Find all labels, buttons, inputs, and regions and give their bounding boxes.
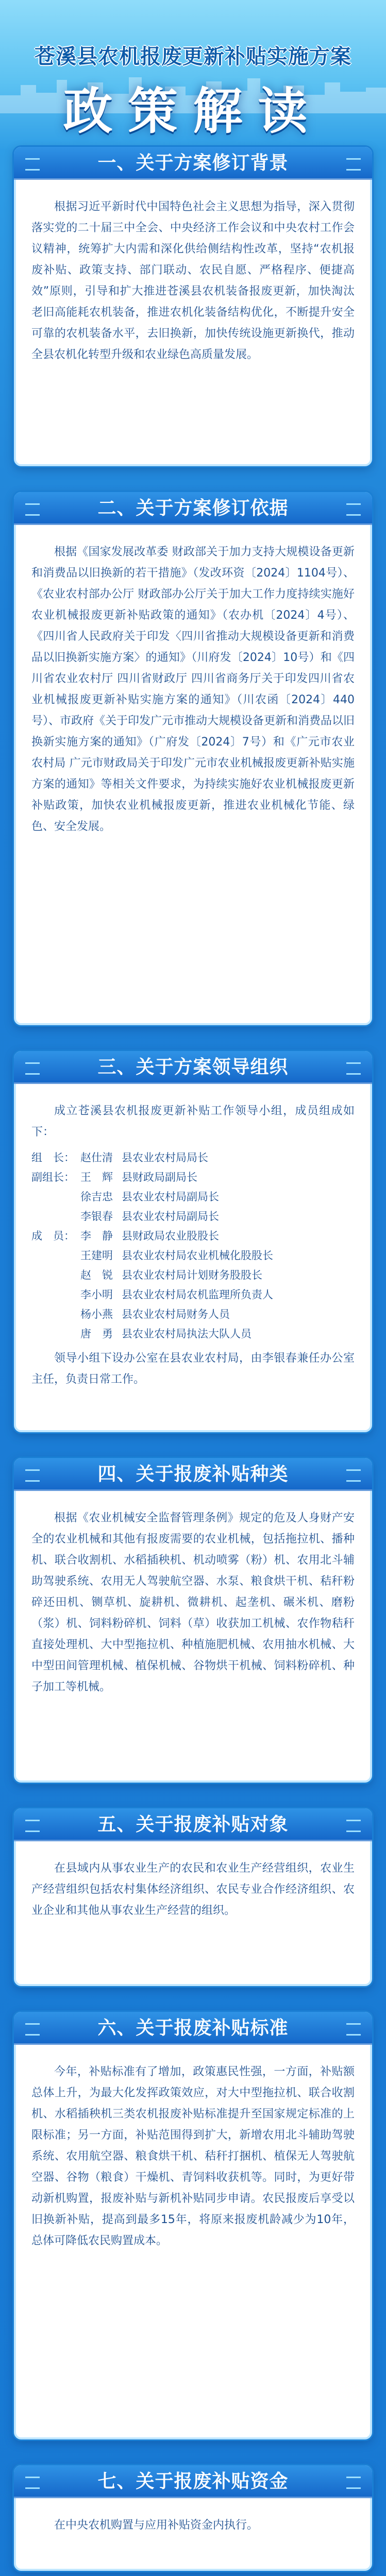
member-role: 组 长： [31, 1151, 75, 1164]
member-title: 县财政局农业股股长 [122, 1230, 219, 1242]
section-header-bar [14, 2012, 372, 2045]
section-header-bar [14, 147, 372, 180]
member-name: 唐 勇 [80, 1328, 113, 1340]
member-role [31, 1304, 80, 1324]
section-header-bar [14, 1458, 372, 1491]
member-title: 县农业农村局农机监理所负责人 [122, 1289, 273, 1301]
member-role: 成 员： [31, 1230, 75, 1242]
member-name: 李小明 [80, 1289, 113, 1301]
section-title: 四、关于报废补贴种类 [97, 1464, 289, 1485]
members-note: 领导小组下设办公室在县农业农村局，由李银春兼任办公室主任，负责日常工作。 [31, 1352, 355, 1386]
member-title: 县农业农村局局长 [122, 1151, 208, 1164]
section-body [31, 1100, 355, 1390]
section-title: 一、关于方案修订背景 [97, 152, 289, 174]
section-body [31, 1858, 355, 1921]
section-paragraph: 在县域内从事农业生产的农民和农业生产经营组织，农业生产经营组织包括农村集体经济组织、农民专业合作经济组织、农业企业和其他从事农业生产经营的组织。 [31, 1862, 355, 1917]
section-card-subsidy-types [14, 1458, 372, 1783]
member-role [31, 1285, 80, 1304]
section-title: 七、关于报废补贴资金 [97, 2471, 289, 2492]
section-paragraph: 根据《农业机械安全监督管理条例》规定的危及人身财产安全的农业机械和其他有报废需要的农业机械，包括拖拉机、播种机、联合收割机、水稻插秧机、机动喷雾（粉）机、农用北斗辅助驾驶系统、农用无人驾驶航空器、水泵、粮食烘干机、秸秆粉碎还田机、铡草机、旋耕机、微耕机、起垄机、碾米机、磨粉（浆）机、饲料粉碎机、饲料（草）收获加工机械、农作物秸秆直接处理机、大中型拖拉机、种植施肥机械、农用抽水机械、大中型田间管理机械、植保机械、谷物烘干机械、饲料粉碎机、种子加工等机械。 [31, 1512, 355, 1693]
member-title: 县农业农村局副局长 [122, 1210, 219, 1223]
member-name: 赵仕清 [80, 1151, 113, 1164]
member-row [31, 1324, 355, 1344]
member-row [31, 1226, 355, 1246]
member-title: 县农业农村局农业机械化股股长 [122, 1249, 273, 1262]
section-header-bar [14, 2465, 372, 2498]
section-title: 五、关于报废补贴对象 [97, 1814, 289, 1835]
member-list [31, 1148, 355, 1344]
section-body [31, 196, 355, 365]
section-body [31, 2061, 355, 2251]
section-card-background [14, 147, 372, 466]
member-role [31, 1207, 80, 1226]
member-title: 县农业农村局执法大队人员 [122, 1328, 251, 1340]
member-row [31, 1187, 355, 1207]
member-row [31, 1265, 355, 1285]
member-name: 王 辉 [80, 1171, 113, 1183]
page-header [0, 0, 386, 149]
member-row [31, 1167, 355, 1187]
member-name: 徐吉忠 [80, 1191, 113, 1203]
section-card-subsidy-target [14, 1808, 372, 1986]
member-title: 县农业农村局副局长 [122, 1191, 219, 1203]
section-title: 二、关于方案修订依据 [97, 498, 289, 519]
section-paragraph: 根据《国家发展改革委 财政部关于加力支持大规模设备更新和消费品以旧换新的若干措施》（发改环资〔2024〕1104号）、《农业农村部办公厅 财政部办公厅关于加大工作力度持续实施好农业机械报废更新补贴政策的通知》（农办机〔2024〕4号）、《四川省人民政府关于印发〈四川省推动大规模设备更新和消费品以旧换新实施方案〉的通知》（川府发〔2024〕10号）和《四川省农业农村厅 四川省财政厅 四川省商务厅关于印发四川省农业机械报废更新补贴实施方案的通知》（川农函〔2024〕440号）、市政府《关于印发广元市推动大规模设备更新和消费品以旧换新实施方案的通知》（广府发〔2024〕7号）和《广元市农业农村局 广元市财政局关于印发广元市农业机械报废更新补贴实施方案的通知》等相关文件要求，为持续实施好农业机械报废更新补贴政策，加快农业机械报废更新，推进农业机械化节能、绿色、安全发展。 [31, 546, 355, 833]
member-row [31, 1207, 355, 1226]
section-card-subsidy-standard [14, 2012, 372, 2439]
member-row [31, 1304, 355, 1324]
member-title: 县农业农村局计划财务股股长 [122, 1269, 262, 1281]
section-header-bar [14, 1808, 372, 1841]
section-title: 六、关于报废补贴标准 [97, 2018, 289, 2039]
section-header-bar [14, 492, 372, 525]
member-role [31, 1265, 80, 1285]
section-body [31, 1507, 355, 1698]
section-card-basis [14, 492, 372, 1025]
member-name: 赵 锐 [80, 1269, 113, 1281]
member-row [31, 1148, 355, 1167]
section-title: 三、关于方案领导组织 [97, 1057, 289, 1078]
member-title: 县农业农村局财务人员 [122, 1308, 230, 1320]
section-paragraph: 根据习近平新时代中国特色社会主义思想为指导，深入贯彻落实党的二十届三中全会、中央经济工作会议和中央农村工作会议精神，统筹扩大内需和深化供给侧结构性改革，坚持“农机报废补贴、政策支持、部门联动、农民自愿、严格程序、便捷高效”原则，引导和扩大推进苍溪县农机装备报废更新，加快淘汰老旧高能耗农机装备，推进农机化装备结构优化，不断提升安全可靠的农机装备水平，去旧换新，加快传统设施更新换代，推动全县农机化转型升级和农业绿色高质量发展。 [31, 200, 355, 361]
section-body [31, 2515, 355, 2536]
member-role [31, 1324, 80, 1344]
section-card-subsidy-funds [14, 2465, 372, 2571]
member-role: 副组长： [31, 1171, 75, 1183]
member-role [31, 1187, 80, 1207]
member-row [31, 1246, 355, 1265]
member-row [31, 1285, 355, 1304]
member-name: 李银春 [80, 1210, 113, 1223]
page-main-title: 苍溪县农机报废更新补贴实施方案 [35, 45, 351, 69]
policy-interpretation-banner: 政策解读 [63, 82, 323, 140]
section-card-leadership [14, 1051, 372, 1432]
section-paragraph: 成立苍溪县农机报废更新补贴工作领导小组，成员组成如下： [31, 1105, 355, 1139]
member-role [31, 1246, 80, 1265]
section-header-bar [14, 1051, 372, 1084]
section-paragraph: 今年，补贴标准有了增加，政策惠民性强，一方面，补贴额总体上升，为最大化发挥政策效应，对大中型拖拉机、联合收割机、水稻插秧机三类农机报废补贴标准提升至国家规定标准的上限标准；另一方面，补贴范围得到扩大，新增农用北斗辅助驾驶系统、农用航空器、粮食烘干机、秸秆打捆机、植保无人驾驶航空器、谷物（粮食）干燥机、青饲料收获机等。同时，为更好带动新机购置，报废补贴与新机补贴同步申请。农民报废后享受以旧换新补贴，提高到最多15年，将原来报废机龄减少为10年，总体可降低农民购置成本。 [31, 2065, 355, 2247]
member-name: 李 静 [80, 1230, 113, 1242]
member-name: 杨小燕 [80, 1308, 113, 1320]
member-name: 王建明 [80, 1249, 113, 1262]
section-paragraph: 在中央农机购置与应用补贴资金内执行。 [54, 2519, 259, 2532]
section-body [31, 541, 355, 837]
member-title: 县财政局副局长 [122, 1171, 197, 1183]
